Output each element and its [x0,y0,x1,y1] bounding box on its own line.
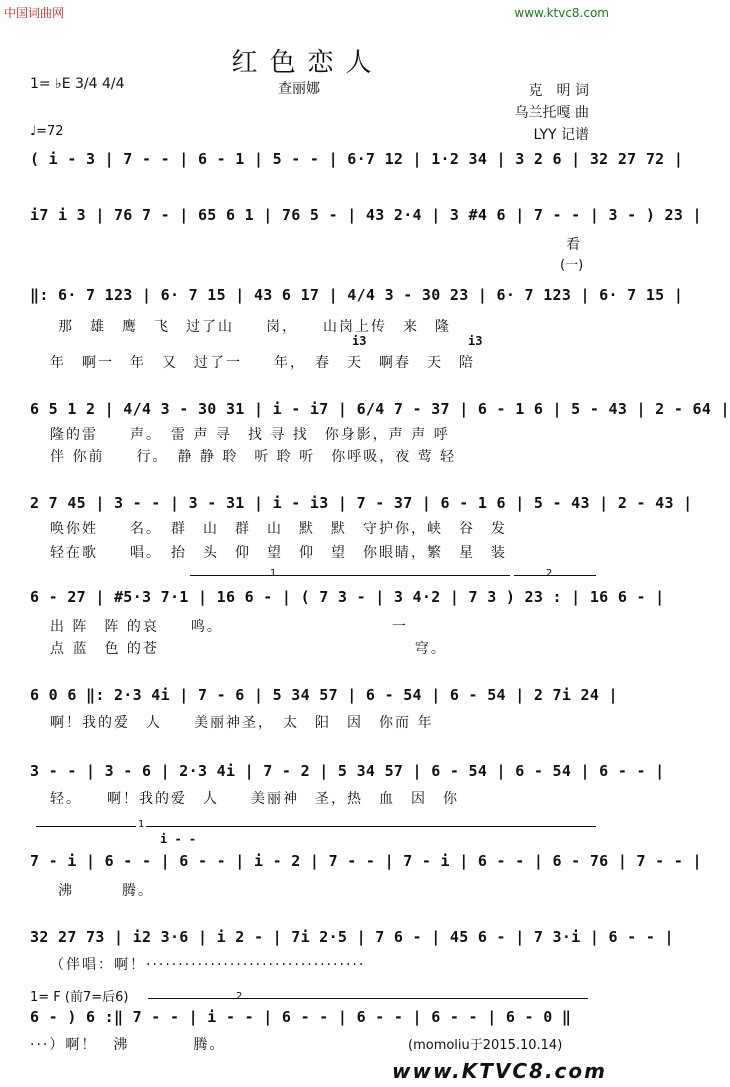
small-note-1: i3 [352,334,367,348]
score-line-8: 3 - - | 3 - 6 | 2·3 4i | 7 - 2 | 5 34 57 | 6 - 54 | 6 - 54 | 6 - - | [30,762,665,780]
volta-label-1: 1 [270,568,277,579]
volta-bracket-5 [148,998,588,999]
song-title: 红色恋人 [231,48,384,78]
score-line-4: 6 5 1 2 | 4/4 3 - 30 31 | i - i7 | 6/4 7 - 37 | 6 - 1 6 | 5 - 43 | 2 - 64 | [30,400,730,418]
volta-bracket-4 [146,826,596,827]
volta-label-5: 2 [236,991,243,1002]
score-line-11: 6 - ) 6 :‖ 7 - - | i - - | 6 - - | 6 - - | 6 - - | 6 - 0 ‖ [30,1008,572,1026]
score-line-10: 32 27 73 | i2 3·6 | i 2 - | 7i 2·5 | 7 6 - | 45 6 - | 7 3·i | 6 - - | [30,928,674,946]
score-line-6: 6 - 27 | #5·3 7·1 | 16 6 - | ( 7 3 - | 3 4·2 | 7 3 ) 23 : | 16 6 - | [30,588,665,606]
lyric-line-8: 轻。 啊！我的爱 人 美丽神 圣，热 血 因 你 [50,791,459,807]
composer-credit: 乌兰托嘎 曲 [514,105,589,121]
lyric-line-5-verse-1: 唤你姓 名。 群 山 群 山 默 默 守护你，峡 谷 发 [50,521,507,537]
volta-label-2: 2 [546,568,553,579]
lyric-line-10: （伴唱：啊！·································· [50,957,366,973]
verse-marker: (一) [560,258,584,273]
singer-name: 查丽娜 [278,81,320,97]
lyric-line-5-verse-2: 轻在歌 唱。 抬 头 仰 望 仰 望 你眼睛，繁 星 装 [50,545,507,561]
volta-bracket-3 [36,826,136,827]
lyric-pickup: 看 [566,237,580,253]
small-note-2: i3 [468,334,483,348]
score-line-1: ( i - 3 | 7 - - | 6 - 1 | 5 - - | 6·7 12 | 1·2 34 | 3 2 6 | 32 27 72 | [30,150,684,168]
lyric-line-11: ···）啊！ 沸 腾。 [30,1037,226,1053]
volta-label-3: 1 [138,819,145,830]
lyric-line-6-verse-1: 出 阵 阵 的哀 鸣。 一 [50,619,408,635]
lyricist-credit: 克 明 词 [528,83,589,99]
score-line-9: 7 - i | 6 - - | 6 - - | i - 2 | 7 - - | 7 - i | 6 - - | 6 - 76 | 7 - - | [30,852,702,870]
small-note-3: i - - [160,832,197,846]
watermark-text: www.KTVC8.com [392,1059,607,1083]
lyric-line-7: 啊！我的爱 人 美丽神圣， 太 阳 因 你而 年 [50,715,434,731]
key-signature: 1= ♭E 3/4 4/4 [30,76,125,92]
score-line-2: i7 i 3 | 76 7 - | 65 6 1 | 76 5 - | 43 2·4 | 3 #4 6 | 7 - - | 3 - ) 23 | [30,206,702,224]
volta-bracket-2 [514,575,596,576]
score-line-5: 2 7 45 | 3 - - | 3 - 31 | i - i3 | 7 - 37 | 6 - 1 6 | 5 - 43 | 2 - 43 | [30,494,693,512]
lyric-line-9: 沸 腾。 [58,883,154,899]
score-line-3: ‖: 6· 7 123 | 6· 7 15 | 43 6 17 | 4/4 3 - 30 23 | 6· 7 123 | 6· 7 15 | [30,286,684,304]
lyric-line-4-verse-2: 伴 你前 行。 静 静 聆 听 聆 听 你呼吸，夜 莺 轻 [50,449,457,465]
lyric-line-4-verse-1: 隆的雷 声。 雷 声 寻 找 寻 找 你身影，声 声 呼 [50,427,450,443]
lyric-line-3-verse-1: 那 雄 鹰 飞 过了山 岗， 山岗上传 来 隆 [58,319,451,335]
transcriber-credit: LYY 记谱 [533,127,589,143]
site-logo-left[interactable]: 中国词曲网 [4,6,65,20]
score-line-7: 6 0 6 ‖: 2·3 4i | 7 - 6 | 5 34 57 | 6 - 54 | 6 - 54 | 2 7i 24 | [30,686,618,704]
site-url-right[interactable]: www.ktvc8.com [514,6,609,20]
volta-bracket-1 [190,575,510,576]
lyric-line-6-verse-2: 点 蓝 色 的苍 穹。 [50,641,447,657]
transcriber-signature: (momoliu于2015.10.14) [408,1038,563,1053]
key-change-marking: 1= F (前7=后6) [30,990,129,1005]
footer-watermark[interactable] [392,1059,607,1083]
tempo-marking: ♩=72 [30,124,64,139]
lyric-line-3-verse-2: 年 啊一 年 又 过了一 年， 春 天 啊春 天 陪 [50,355,475,371]
